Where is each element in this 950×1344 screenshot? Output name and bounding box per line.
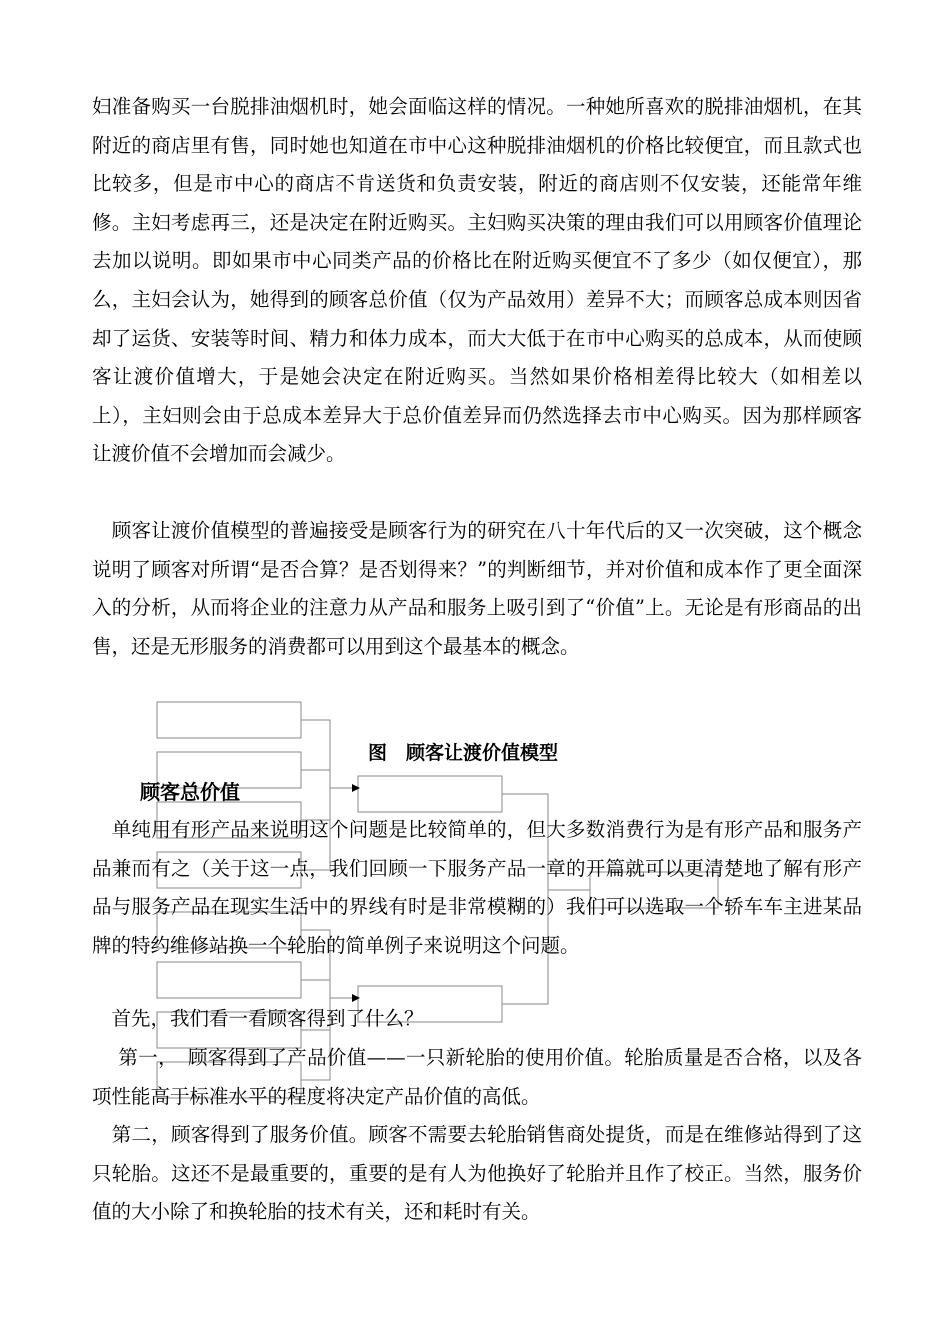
arrow-head-total-value <box>352 784 360 792</box>
paragraph-model-acceptance: 顾客让渡价值模型的普遍接受是顾客行为的研究在八十年代后的又一次突破，这个概念说明了顾客对所谓“是否合算？是否划得来？”的判断细节，并对价值和成本作了更全面深入的分析，从而将企业的注意力从产品和服务上吸引到了“价值”上。无论是有形商品的出售，还是无形服务的消费都可以用到这个最基本的概念。 <box>92 519 862 658</box>
diagram-box-total-value <box>358 776 502 812</box>
paragraph-product-value: 第一， 顾客得到了产品价值——一只新轮胎的使用价值。轮胎质量是否合格，以及各项性能高于标准水平的程度将决定产品价值的高低。 <box>92 1046 862 1108</box>
figure-total-value-label: 顾客总价值 <box>140 780 240 804</box>
paragraph-housewife-example: 妇准备购买一台脱排油烟机时，她会面临这样的情况。一种她所喜欢的脱排油烟机，在其附近的商店里有售，同时她也知道在市中心这种脱排油烟机的价格比较便宜，而且款式也比较多，但是市中心的商店不肯送货和负责安装，附近的商店则不仅安装，还能常年维修。主妇考虑再三，还是决定在附近购买。主妇购买决策的理由我们可以用顾客价值理论去加以说明。即如果市中心同类产品的价格比在附近购买便宜不了多少（如仅便宜），那么，主妇会认为，她得到的顾客总价值（仅为产品效用）差异不大；而顾客总成本则因省却了运货、安装等时间、精力和体力成本，而大大低于在市中心购买的总成本，从而使顾客让渡价值增大，于是她会决定在附近购买。当然如果价格相差得比较大（如相差以上），主妇则会由于总成本差异大于总价值差异而仍然选择去市中心购买。因为那样顾客让渡价值不会增加而会减少。 <box>92 95 862 466</box>
paragraph-service-value: 第二，顾客得到了服务价值。顾客不需要去轮胎销售商处提货，而是在维修站得到了这只轮胎。这还不是最重要的，重要的是有人为他换好了轮胎并且作了校正。当然，服务价值的大小除了和换轮胎的技术有关，还和耗时有关。 <box>92 1123 862 1224</box>
diagram-box-left-1 <box>157 702 301 738</box>
diagram-box-left-6 <box>157 962 301 998</box>
paragraph-first-question: 首先，我们看一看顾客得到了什么？ <box>92 1007 424 1030</box>
figure-title: 图 顾客让渡价值模型 <box>368 742 559 764</box>
paragraph-tire-example-intro: 单纯用有形产品来说明这个问题是比较简单的，但大多数消费行为是有形产品和服务产品兼而有之（关于这一点，我们回顾一下服务产品一章的开篇就可以更清楚地了解有形产品与服务产品在现实生活中的界线有时是非常模糊的）我们可以选取一个轿车车主进某品牌的特约维修站换一个轮胎的简单例子来说明这个问题。 <box>92 818 862 957</box>
